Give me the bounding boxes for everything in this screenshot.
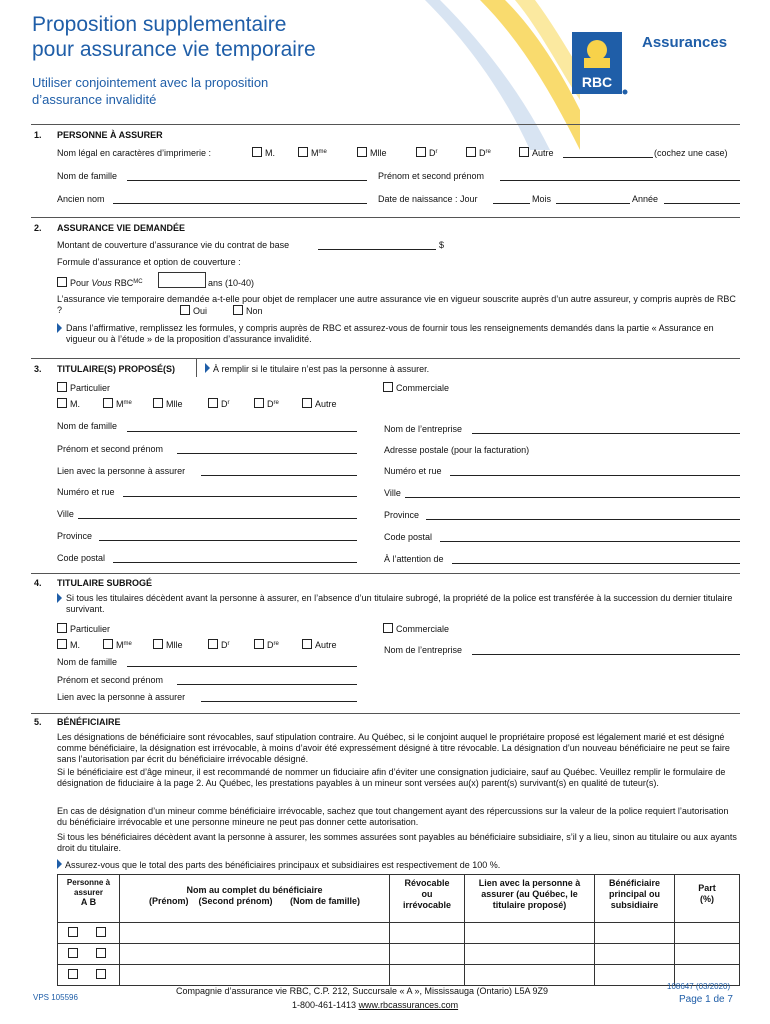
website-link[interactable]: www.rbcassurances.com <box>358 1000 459 1010</box>
arrow-icon <box>57 323 65 335</box>
checkbox[interactable] <box>96 948 106 958</box>
first-name-field[interactable] <box>500 180 740 181</box>
company-city-field[interactable] <box>405 497 740 498</box>
coverage-amount-label: Montant de couverture d’assurance vie du contrat de base <box>57 240 290 250</box>
dob-day-label: Date de naissance : Jour <box>378 194 478 204</box>
company-postal-label: Code postal <box>384 532 433 542</box>
company-postal-field[interactable] <box>440 541 740 542</box>
owner-title-miss[interactable]: Mlle <box>153 398 183 410</box>
dob-year-field[interactable] <box>664 203 740 204</box>
share-cell[interactable] <box>675 923 740 944</box>
beneficiary-paragraph-1: Les désignations de bénéficiaire sont révocables, sauf stipulation contraire. Au Québec, si le conjoint auquel le propriétaire proposé est légalement marié et est désigné comme bénéficiaire, la désignation est irrévocable, à moins d’avoir été expressément désigné à titre révocable. La désignation d’un nouveau bénéficiaire ne peut se faire sans l’autorisation par écrit du bénéficiaire irrévocable désigné. <box>57 732 730 764</box>
owner-title-dr[interactable]: $D^r$ <box>208 398 230 410</box>
owner-street-field[interactable] <box>123 496 357 497</box>
company-name-label: Nom de l’entreprise <box>384 424 463 434</box>
col-share-header: Part (%) <box>675 875 740 923</box>
owner-street-label: Numéro et rue <box>57 487 115 497</box>
col-revocable-header: Révocable ou irrévocable <box>390 875 465 923</box>
checkbox[interactable] <box>153 639 163 649</box>
section-5-heading: BÉNÉFICIAIRE <box>57 717 121 727</box>
term-years-label: ans (10-40) <box>208 278 255 288</box>
revocable-cell[interactable] <box>390 944 465 965</box>
dob-day-field[interactable] <box>493 203 530 204</box>
beneficiary-paragraph-2: Si le bénéficiaire est d’âge mineur, il est recommandé de nommer un fiduciaire afin d’éviter une consignation judiciaire, sauf au Québec. Veuillez remplir le formulaire de désignation de fiduciaire à la page 2. Au Québec, les prestations payables à un mineur sont versées au(x) parent(s) survivant(s) en qualité de tuteur(s). <box>57 767 726 788</box>
company-address: Compagnie d’assurance vie RBC, C.P. 212, Succursale « A », Mississauga (Ontario) L5A 9Z9 <box>176 986 549 996</box>
dollar-sign: $ <box>439 240 445 250</box>
checkbox[interactable] <box>57 639 67 649</box>
checkbox[interactable] <box>57 398 67 408</box>
rbc-logo <box>570 30 628 100</box>
table-row <box>58 965 740 986</box>
dob-month-label: Mois <box>532 194 552 204</box>
title-miss-option[interactable]: Mlle <box>357 147 387 159</box>
owner-family-name-label: Nom de famille <box>57 421 118 431</box>
relation-cell[interactable] <box>465 923 595 944</box>
successor-relation-field[interactable] <box>201 701 357 702</box>
first-name-label: Prénom et second prénom <box>378 171 485 181</box>
checkbox[interactable] <box>153 398 163 408</box>
owner-postal-field[interactable] <box>113 562 357 563</box>
company-province-label: Province <box>384 510 420 520</box>
section-3-heading: TITULAIRE(S) PROPOSÉ(S) <box>57 364 176 374</box>
form-code: VPS 105596 <box>33 993 78 1002</box>
title-dre-option[interactable]: Dre <box>466 147 491 159</box>
replacement-question: L’assurance vie temporaire demandée a-t-elle pour objet de remplacer une autre assurance vie en vigueur souscrite auprès d’un autre assureur, y compris auprès de RBC ? <box>57 294 736 315</box>
successor-company-field[interactable] <box>472 654 740 655</box>
pour-vous-rbc-option[interactable]: Pour Vous $RBC^{MC}$ <box>57 277 143 289</box>
table-row <box>58 923 740 944</box>
section-3-number: 3. <box>34 364 42 374</box>
checkbox[interactable] <box>96 927 106 937</box>
section-divider <box>31 124 740 125</box>
successor-individual-option[interactable]: Particulier <box>57 623 110 635</box>
relation-cell[interactable] <box>465 944 595 965</box>
table-row <box>58 944 740 965</box>
owner-individual-option[interactable]: Particulier <box>57 382 110 394</box>
form-subtitle-line1: Utiliser conjointement avec la proposition <box>32 75 269 90</box>
owner-postal-label: Code postal <box>57 553 106 563</box>
name-cell[interactable] <box>120 944 390 965</box>
section-divider <box>31 358 740 359</box>
contact-line <box>292 1000 458 1011</box>
successor-title-miss[interactable]: Mlle <box>153 639 183 651</box>
replacement-note: Dans l’affirmative, remplissez les formules, y compris auprès de RBC et assurez-vous de fournir tous les renseignements demandés dans la partie « Assurance en vigueur ou à l’étude » de la proposition d’assurance invalidité. <box>66 323 714 344</box>
former-name-field[interactable] <box>113 203 367 204</box>
col-relation-header: Lien avec la personne à assurer (au Québec, le titulaire proposé) <box>465 875 595 923</box>
section-4-heading: TITULAIRE SUBROGÉ <box>57 578 153 588</box>
title-dr-option[interactable]: $D^r$ <box>416 147 438 159</box>
col-name-header: Nom au complet du bénéficiaire (Prénom) (Second prénom) (Nom de famille) <box>120 875 390 923</box>
name-cell[interactable] <box>120 923 390 944</box>
checkbox[interactable] <box>96 969 106 979</box>
checkbox[interactable] <box>383 382 393 392</box>
checkbox[interactable] <box>252 147 262 157</box>
owner-title-dre[interactable]: Dre <box>254 398 279 410</box>
section-2-number: 2. <box>34 223 42 233</box>
successor-business-option[interactable]: Commerciale <box>383 623 449 635</box>
checkbox[interactable] <box>208 398 218 408</box>
owner-city-label: Ville <box>57 509 74 519</box>
type-cell[interactable] <box>595 944 675 965</box>
section-1-heading: PERSONNE À ASSURER <box>57 130 163 140</box>
family-name-field[interactable] <box>127 180 367 181</box>
form-title-line1: Proposition supplementaire <box>32 13 287 36</box>
owner-family-name-field[interactable] <box>127 431 357 432</box>
former-name-label: Ancien nom <box>57 194 105 204</box>
beneficiary-table <box>57 874 740 986</box>
checkbox[interactable] <box>519 147 529 157</box>
section-4-number: 4. <box>34 578 42 588</box>
checkbox[interactable] <box>57 382 67 392</box>
form-title-line2: pour assurance vie temporaire <box>32 38 316 61</box>
company-street-label: Numéro et rue <box>384 466 442 476</box>
form-number: 108647 (03/2020) <box>667 982 731 991</box>
coverage-amount-field[interactable] <box>318 249 436 250</box>
checkbox[interactable] <box>298 147 308 157</box>
successor-title-other[interactable]: Autre <box>302 639 337 651</box>
section-1-number: 1. <box>34 130 42 140</box>
owner-first-name-field[interactable] <box>177 453 357 454</box>
billing-address-label: Adresse postale (pour la facturation) <box>384 445 530 455</box>
owner-title-mr[interactable]: M. <box>57 398 80 410</box>
section-divider <box>31 713 740 714</box>
col-type-header: Bénéficiaire principal ou subsidiaire <box>595 875 675 923</box>
checkbox[interactable] <box>302 398 312 408</box>
company-city-label: Ville <box>384 488 401 498</box>
name-cell[interactable] <box>120 965 390 986</box>
owner-province-field[interactable] <box>99 540 357 541</box>
dob-year-label: Année <box>632 194 659 204</box>
owner-province-label: Province <box>57 531 93 541</box>
successor-company-label: Nom de l’entreprise <box>384 645 463 655</box>
checkbox[interactable] <box>103 398 113 408</box>
checkbox[interactable] <box>254 398 264 408</box>
section-3-note: À remplir si le titulaire n’est pas la personne à assurer. <box>205 363 429 375</box>
replace-no-option[interactable]: Non <box>233 305 263 317</box>
brand-name: Assurances <box>642 34 728 51</box>
beneficiary-paragraph-3: En cas de désignation d’un mineur comme bénéficiaire irrévocable, sachez que tout changement ayant des répercussions sur la valeur de la police requiert l’autorisation du bénéficiaire irrévocable et une personne mineure ne peut pas donner cette autorisation. <box>57 806 729 827</box>
successor-family-field[interactable] <box>127 666 357 667</box>
checkbox[interactable] <box>208 639 218 649</box>
attention-field[interactable] <box>452 563 740 564</box>
attention-label: À l’attention de <box>384 554 444 564</box>
term-years-input[interactable] <box>158 272 206 288</box>
checkbox[interactable] <box>254 639 264 649</box>
check-one-hint: (cochez une case) <box>654 148 728 158</box>
relation-cell[interactable] <box>465 965 595 986</box>
company-street-field[interactable] <box>450 475 740 476</box>
successor-first-label: Prénom et second prénom <box>57 675 164 685</box>
replace-yes-option[interactable]: Oui <box>180 305 207 317</box>
checkbox[interactable] <box>68 948 78 958</box>
successor-title-dre[interactable]: Dre <box>254 639 279 651</box>
owner-first-name-label: Prénom et second prénom <box>57 444 164 454</box>
company-name-field[interactable] <box>472 433 740 434</box>
other-title-field[interactable] <box>563 157 653 158</box>
decorative-ribbon-graphic <box>420 0 580 150</box>
svg-text:RBC: RBC <box>581 74 613 90</box>
successor-title-mr[interactable]: M. <box>57 639 80 651</box>
successor-first-field[interactable] <box>177 684 357 685</box>
checkbox[interactable] <box>68 927 78 937</box>
type-cell[interactable] <box>595 965 675 986</box>
formula-label: Formule d’assurance et option de couverture : <box>57 257 241 267</box>
section-4-note: Si tous les titulaires décèdent avant la personne à assurer, en l’absence d’un titulaire subrogé, la propriété de la police est transférée à la succession du dernier titulaire survivant. <box>66 593 733 614</box>
owner-title-other[interactable]: Autre <box>302 398 337 410</box>
successor-title-dr[interactable]: $D^r$ <box>208 639 230 651</box>
legal-name-label: Nom légal en caractères d’imprimerie : <box>57 148 212 158</box>
owner-relation-field[interactable] <box>201 475 357 476</box>
section-2-heading: ASSURANCE VIE DEMANDÉE <box>57 223 186 233</box>
checkbox[interactable] <box>57 623 67 633</box>
title-mrs-option[interactable]: $M^{me}$ <box>298 147 327 159</box>
checkbox[interactable] <box>233 305 243 315</box>
divider <box>196 359 197 377</box>
section-divider <box>31 573 740 574</box>
family-name-label: Nom de famille <box>57 171 118 181</box>
beneficiary-note: Assurez-vous que le total des parts des bénéficiaires principaux et subsidiaires est respectivement de 100 %. <box>57 859 500 871</box>
revocable-cell[interactable] <box>390 965 465 986</box>
checkbox[interactable] <box>103 639 113 649</box>
checkbox[interactable] <box>466 147 476 157</box>
revocable-cell[interactable] <box>390 923 465 944</box>
owner-title-mrs[interactable]: $M^{me}$ <box>103 398 132 410</box>
arrow-icon <box>57 593 65 605</box>
owner-relation-label: Lien avec la personne à assurer <box>57 466 186 476</box>
successor-relation-label: Lien avec la personne à assurer <box>57 692 186 702</box>
page-number: Page 1 de 7 <box>679 994 733 1005</box>
section-divider <box>31 217 740 218</box>
share-cell[interactable] <box>675 944 740 965</box>
phone-number: 1-800-461-1413 <box>292 1000 359 1010</box>
arrow-icon <box>205 363 210 373</box>
checkbox[interactable] <box>357 147 367 157</box>
checkbox[interactable] <box>416 147 426 157</box>
successor-title-mrs[interactable]: $M^{me}$ <box>103 639 132 651</box>
title-mr-option[interactable]: M. <box>252 147 275 159</box>
type-cell[interactable] <box>595 923 675 944</box>
checkbox[interactable] <box>302 639 312 649</box>
checkbox[interactable] <box>68 969 78 979</box>
dob-month-field[interactable] <box>556 203 630 204</box>
owner-city-field[interactable] <box>78 518 357 519</box>
arrow-icon <box>57 859 62 869</box>
checkbox[interactable] <box>383 623 393 633</box>
checkbox[interactable] <box>57 277 67 287</box>
beneficiary-paragraph-4: Si tous les bénéficiaires décèdent avant la personne à assurer, les sommes assurées sont payables au bénéficiaire subsidiaire, s’il y a lieu, sinon au titulaire ou aux ayants droit du titulaire. <box>57 832 737 853</box>
checkbox[interactable] <box>180 305 190 315</box>
section-5-number: 5. <box>34 717 42 727</box>
title-other-option[interactable]: Autre <box>519 147 554 159</box>
col-insured-header: Personne à assurer A B <box>58 875 120 923</box>
form-subtitle-line2: d’assurance invalidité <box>32 92 157 107</box>
company-province-field[interactable] <box>426 519 740 520</box>
successor-family-label: Nom de famille <box>57 657 118 667</box>
owner-business-option[interactable]: Commerciale <box>383 382 449 394</box>
